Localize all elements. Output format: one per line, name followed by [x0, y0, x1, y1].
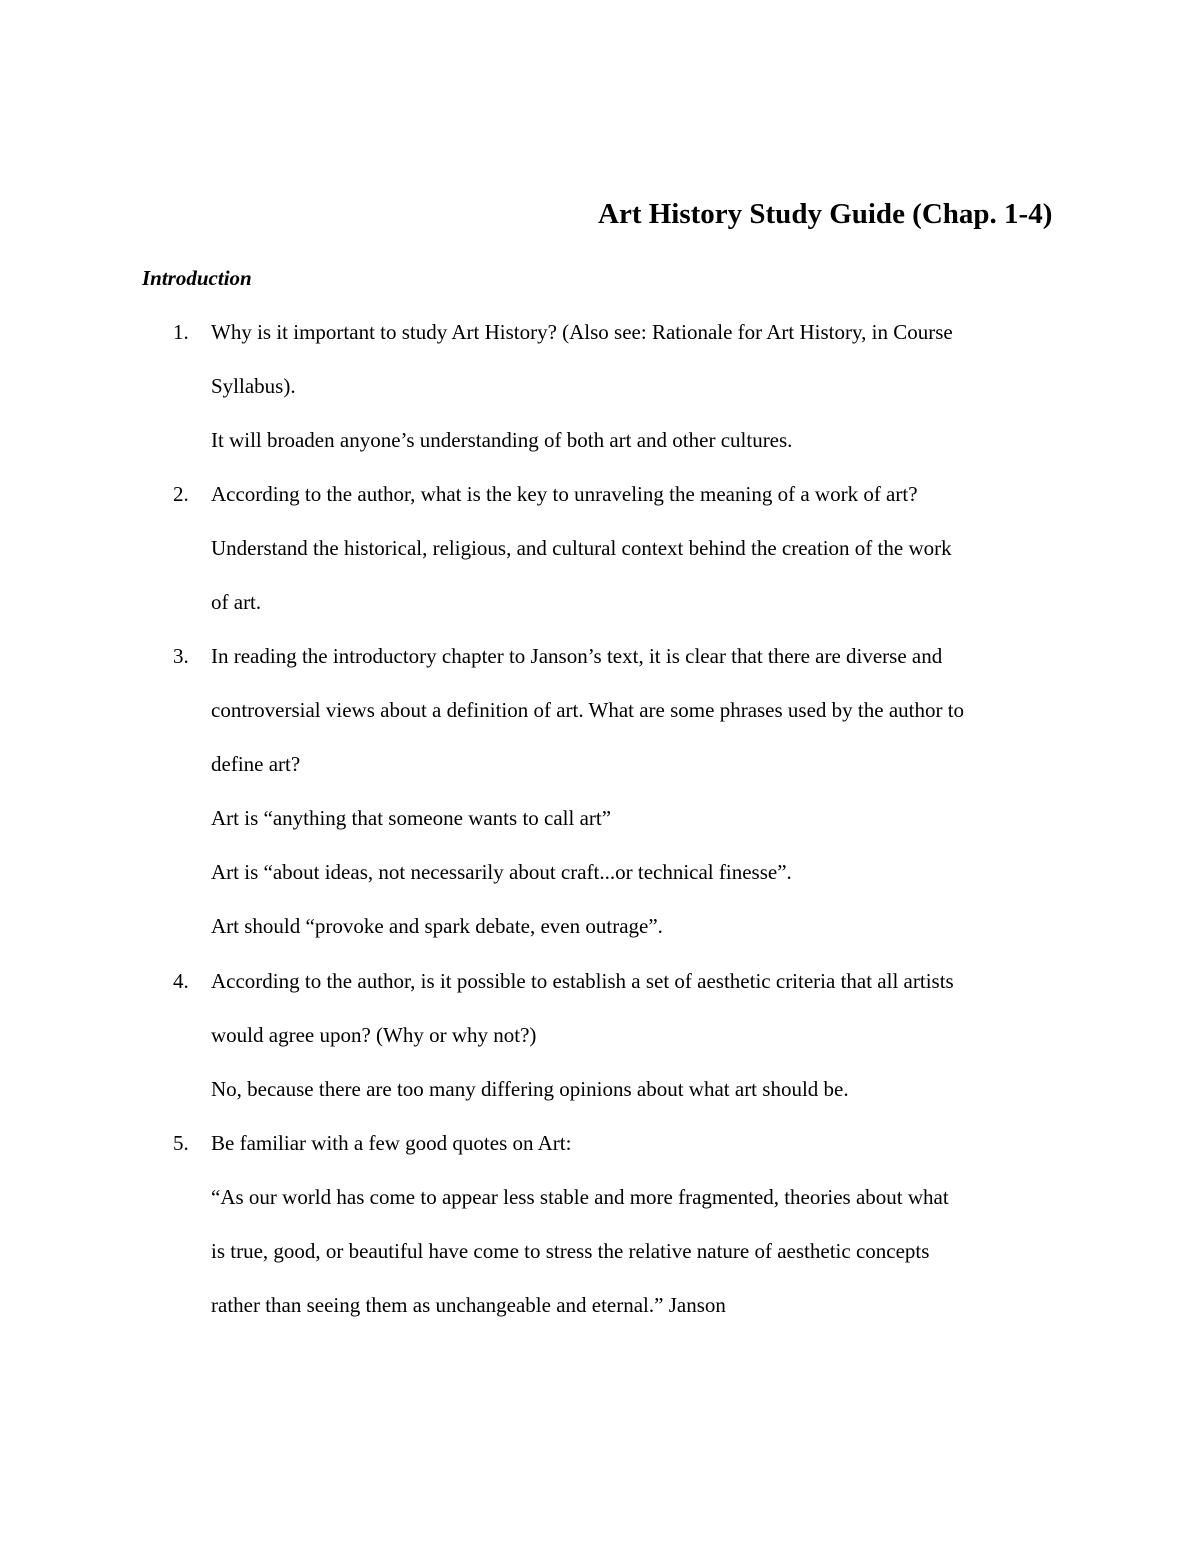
answer-line: Art is “about ideas, not necessarily about craft...or technical finesse”. — [211, 860, 792, 884]
item-number: 2. — [173, 482, 189, 506]
question-line: Why is it important to study Art History? (Also see: Rationale for Art History, in Course — [211, 320, 953, 344]
quote-line: “As our world has come to appear less stable and more fragmented, theories about what — [211, 1185, 949, 1209]
item-number: 4. — [173, 969, 189, 993]
quote-line: is true, good, or beautiful have come to stress the relative nature of aesthetic concepts — [211, 1239, 930, 1263]
question-line: According to the author, what is the key to unraveling the meaning of a work of art? — [211, 482, 918, 506]
item-number: 5. — [173, 1131, 189, 1155]
item-number: 1. — [173, 320, 189, 344]
section-heading: Introduction — [142, 266, 252, 290]
answer-line: It will broaden anyone’s understanding of both art and other cultures. — [211, 428, 793, 452]
page-title: Art History Study Guide (Chap. 1-4) — [598, 198, 1053, 230]
question-line: would agree upon? (Why or why not?) — [211, 1023, 537, 1047]
question-line: Be familiar with a few good quotes on Art: — [211, 1131, 572, 1155]
item-number: 3. — [173, 644, 189, 668]
question-line: In reading the introductory chapter to Janson’s text, it is clear that there are diverse and — [211, 644, 943, 668]
answer-line: of art. — [211, 590, 262, 614]
question-line: define art? — [211, 752, 301, 776]
quote-line: rather than seeing them as unchangeable and eternal.” Janson — [211, 1293, 726, 1317]
answer-line: No, because there are too many differing opinions about what art should be. — [211, 1077, 849, 1101]
answer-line: Art is “anything that someone wants to call art” — [211, 806, 612, 830]
answer-line: Art should “provoke and spark debate, even outrage”. — [211, 914, 663, 938]
question-line: According to the author, is it possible to establish a set of aesthetic criteria that all artists — [211, 969, 954, 993]
question-line: Syllabus). — [211, 374, 296, 398]
question-line: controversial views about a definition of art. What are some phrases used by the author to — [211, 698, 965, 722]
answer-line: Understand the historical, religious, and cultural context behind the creation of the work — [211, 536, 952, 560]
